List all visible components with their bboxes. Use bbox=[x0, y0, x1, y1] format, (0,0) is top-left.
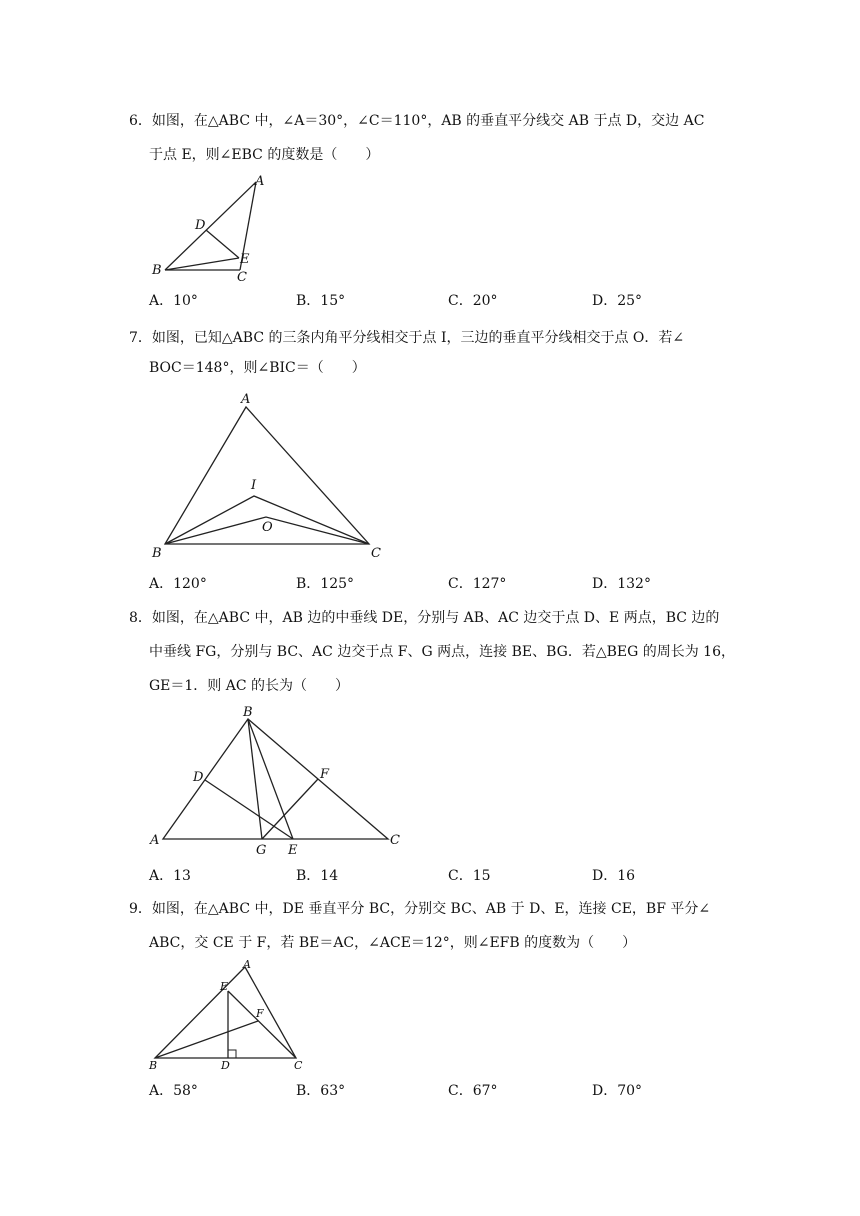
question-6-line-1: 6．如图，在△ABC 中，∠A＝30°，∠C＝110°，AB 的垂直平分线交 AB 于点 D，交边 AC bbox=[129, 113, 705, 129]
question-6-option-b[interactable]: B．15° bbox=[296, 293, 346, 309]
question-6-option-c[interactable]: C．20° bbox=[448, 293, 498, 309]
question-8-option-b[interactable]: B．14 bbox=[296, 868, 339, 884]
label-F: F bbox=[256, 1007, 264, 1020]
label-D: D bbox=[221, 1059, 230, 1072]
label-A: A bbox=[243, 958, 251, 971]
label-B: B bbox=[152, 546, 162, 561]
question-7-option-a[interactable]: A．120° bbox=[149, 576, 207, 592]
label-D: D bbox=[195, 218, 206, 233]
question-9-option-c[interactable]: C．67° bbox=[448, 1083, 498, 1099]
question-8-option-c[interactable]: C．15 bbox=[448, 868, 491, 884]
segment-DE bbox=[206, 230, 239, 258]
question-9-option-d[interactable]: D．70° bbox=[592, 1083, 643, 1099]
question-6-line-2: 于点 E，则∠EBC 的度数是（ ） bbox=[149, 147, 380, 163]
label-G: G bbox=[256, 843, 267, 858]
question-8-option-d[interactable]: D．16 bbox=[592, 868, 636, 884]
label-C: C bbox=[371, 546, 381, 561]
label-C: C bbox=[294, 1059, 303, 1072]
label-C: C bbox=[237, 270, 247, 285]
segment-BF bbox=[155, 1021, 258, 1058]
question-9-line-2: ABC，交 CE 于 F，若 BE＝AC，∠ACE＝12°，则∠EFB 的度数为（ ） bbox=[149, 935, 637, 951]
question-8-figure bbox=[148, 700, 408, 860]
label-E: E bbox=[220, 980, 229, 993]
question-6-option-a[interactable]: A．10° bbox=[149, 293, 198, 309]
question-7-line-2: BOC＝148°，则∠BIC＝（ ） bbox=[149, 360, 366, 376]
question-7-line-1: 7．如图，已知△ABC 的三条内角平分线相交于点 I，三边的垂直平分线相交于点 O．若∠ bbox=[129, 330, 685, 346]
question-7-option-d[interactable]: D．132° bbox=[592, 576, 651, 592]
label-F: F bbox=[320, 767, 330, 782]
label-O: O bbox=[262, 520, 273, 535]
question-7-option-c[interactable]: C．127° bbox=[448, 576, 507, 592]
question-9-figure bbox=[148, 955, 313, 1075]
question-6-figure bbox=[148, 170, 268, 288]
label-B: B bbox=[149, 1059, 158, 1072]
label-E: E bbox=[240, 252, 250, 267]
right-angle-mark bbox=[228, 1050, 236, 1058]
label-A: A bbox=[150, 833, 160, 848]
question-7-option-b[interactable]: B．125° bbox=[296, 576, 355, 592]
question-8-line-2: 中垂线 FG，分别与 BC、AC 边交于点 F、G 两点，连接 BE、BG．若△BEG 的周长为 16， bbox=[149, 644, 735, 660]
label-D: D bbox=[193, 770, 204, 785]
label-B: B bbox=[243, 705, 253, 720]
segment-EC bbox=[228, 991, 296, 1058]
label-A: A bbox=[241, 392, 251, 407]
label-I: I bbox=[251, 478, 257, 493]
question-9-option-b[interactable]: B．63° bbox=[296, 1083, 346, 1099]
question-8-option-a[interactable]: A．13 bbox=[149, 868, 191, 884]
question-8-line-1: 8．如图，在△ABC 中，AB 边的中垂线 DE，分别与 AB、AC 边交于点 D、E 两点，BC 边的 bbox=[129, 610, 720, 626]
label-A: A bbox=[255, 174, 265, 189]
label-E: E bbox=[288, 843, 298, 858]
question-8-line-3: GE＝1．则 AC 的长为（ ） bbox=[149, 678, 350, 694]
question-7-figure bbox=[148, 390, 393, 565]
question-6-option-d[interactable]: D．25° bbox=[592, 293, 643, 309]
question-9-option-a[interactable]: A．58° bbox=[149, 1083, 198, 1099]
label-C: C bbox=[390, 833, 400, 848]
label-B: B bbox=[152, 263, 162, 278]
question-9-line-1: 9．如图，在△ABC 中，DE 垂直平分 BC，分别交 BC、AB 于 D、E，连接 CE，BF 平分∠ bbox=[129, 901, 711, 917]
segment-DE bbox=[205, 780, 293, 839]
